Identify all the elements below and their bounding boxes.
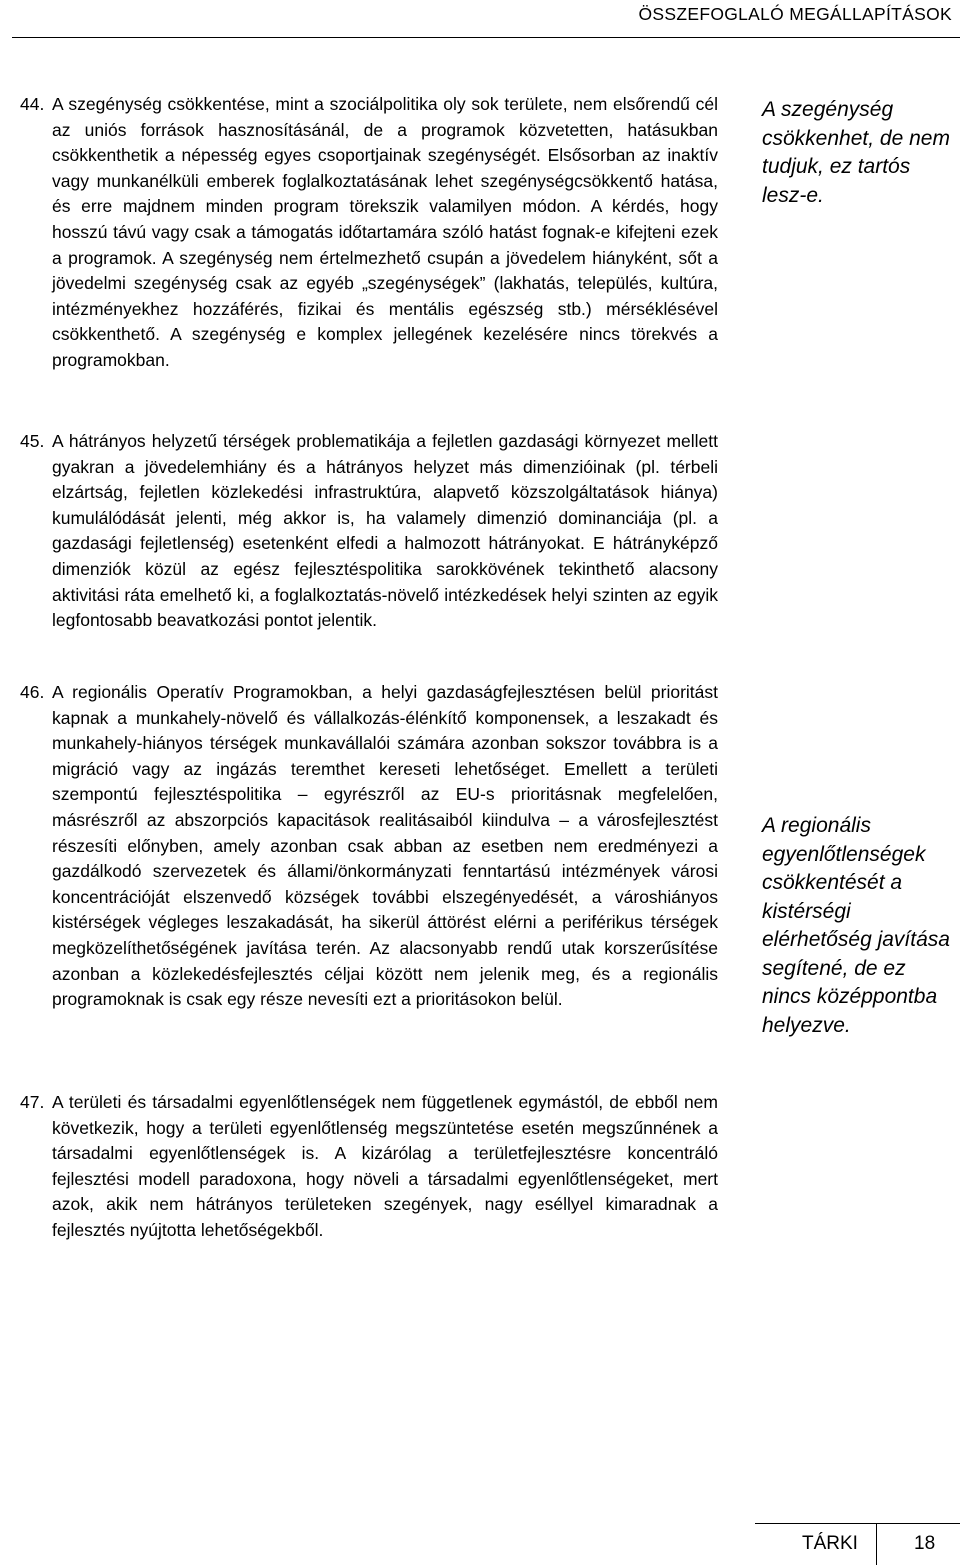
- paragraph-number: 47.: [20, 1092, 45, 1112]
- margin-note-poverty: A szegénység csökkenhet, de nem tudjuk, ez tartós lesz-e.: [762, 98, 950, 207]
- paragraph-number: 44.: [20, 94, 45, 114]
- paragraph-46: [20, 680, 718, 1013]
- paragraph-text: A területi és társadalmi egyenlőtlenségek nem függetlenek egymástól, de ebből nem következik, hogy a területi egyenlőtlenség megszüntetése esetén megszűnnének a társadalmi egyenlőtlenségek is. A kizárólag a területfejlesztésre koncentráló fejlesztési modell paradoxona, hogy növeli a társadalmi egyenlőtlenségeket, mert azok, akik nem hátrányos területeken szegények, nagy eséllyel kimaradnak a fejlesztés nyújtotta lehetőségekből.: [52, 1092, 718, 1240]
- footer-divider: [876, 1523, 877, 1565]
- paragraph-number: 46.: [20, 682, 45, 702]
- paragraph-44: [20, 92, 718, 374]
- paragraph-47: [20, 1090, 718, 1244]
- paragraph-45: [20, 429, 718, 634]
- paragraph-text: A hátrányos helyzetű térségek problematikája a fejletlen gazdasági környezet mellett gyakran a jövedelemhiány és a hátrányos helyzet más dimenzióinak (pl. térbeli elzártság, fejletlen közlekedési infrastruktúra, alapvető közszolgáltatások hiánya) kumulálódását jelenti, még akkor is, ha valamely dimenzió dominanciája (pl. a gazdasági fejletlenség) esetenként elfedi a halmozott hátrányokat. E hátrányképző dimenziók közül az egész fejlesztéspolitika sarokkövének tekinthető alacsony aktivitási ráta emelhető ki, a foglalkoztatás-növelő intézkedések helyi szinten az egyik legfontosabb beavatkozási pontot jelentik.: [52, 431, 718, 631]
- page-number: 18: [914, 1533, 936, 1554]
- margin-note-regional: A regionális egyenlőtlenségek csökkentését a kistérségi elérhetőség javítása segítené, de ez nincs középpontba helyezve.: [762, 814, 950, 1037]
- page-footer: [0, 1523, 960, 1565]
- footer-rule: [755, 1523, 960, 1524]
- paragraph-text: A szegénység csökkentése, mint a szociálpolitika oly sok területe, nem elsőrendű cél az uniós források hasznosításánál, de a programok közvetetten, hatásukban csökkenthetik a népesség egyes csoportjainak szegénységét. Elsősorban az inaktív vagy munkanélküli emberek foglalkoztatásának lehet szegénységcsökkentő hatása, és erre majdnem minden program törekszik valamilyen módon. A kérdés, hogy hosszú távú vagy csak a támogatás időtartamára szóló hatást fognak-e kifejteni ezek a programok. A szegénység nem értelmezhető csupán a jövedelem hiányként, sőt a jövedelmi szegénység csak az egyéb „szegénységek” (lakhatás, település, kultúra, intézményekhez hozzáférés, fizikai és mentális egészség stb.) mérséklésével csökkenthető. A szegénység e komplex jellegének kezelésére nincs törekvés a programokban.: [52, 94, 718, 370]
- paragraph-text: A regionális Operatív Programokban, a helyi gazdaságfejlesztésen belül prioritást kapnak a munkahely-növelő és vállalkozás-élénkítő komponensek, a leszakadt és munkahely-hiányos térségek munkavállalói számára azonban sokszor továbbra is a migráció vagy az ingázás teremthet kereseti lehetőséget. Emellett a területi szempontú fejlesztéspolitika – egyrészről az EU-s prioritásnak megfelelően, másrészről az abszorpciós kapacitások realitásaiból kiindulva – a városfejlesztést részesíti előnyben, amely azonban csak abban az esetben nem eredményezi a gazdálkodó szervezetek és állami/önkormányzati fenntartású intézmények városi koncentrációját elszenvedő községek további elszegényedését, a városhiányos kistérségek végleges leszakadását, ha sikerül áttörést elérni a periférikus térségek megközelíthetőségének javítása terén. Az alacsonyabb rendű utak korszerűsítése azonban a közlekedésfejlesztés céljai között nem jelenik meg, és a regionális programoknak is csak egy része nevesíti ezt a prioritásokon belül.: [52, 682, 718, 1010]
- running-title: ÖSSZEFOGLALÓ MEGÁLLAPÍTÁSOK: [638, 4, 952, 24]
- footer-organization: TÁRKI: [802, 1533, 858, 1554]
- paragraph-number: 45.: [20, 431, 45, 451]
- header-rule: [12, 37, 960, 38]
